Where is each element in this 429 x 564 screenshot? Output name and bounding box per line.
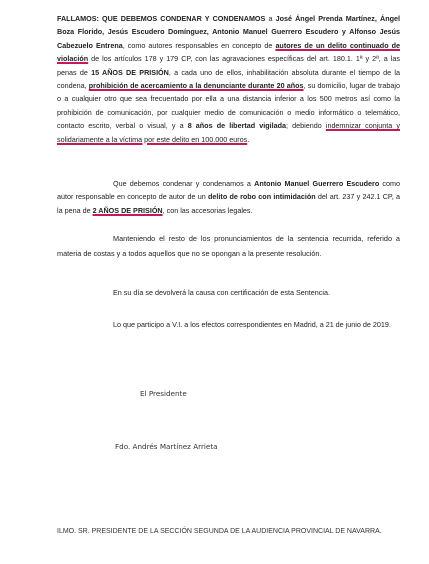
defendant-name: Antonio Manuel Guerrero Escudero xyxy=(254,179,380,188)
robbery-crime: delito de robo con intimidación xyxy=(208,192,316,202)
notification-paragraph: Lo que participo a V.I. a los efectos correspondientes en Madrid, a 21 de junio de 2019. xyxy=(113,320,391,329)
robbery-paragraph: Que debemos condenar y condenamos a Antonio Manuel Guerrero Escudero como autor responsable en concepto de autor de un delito de robo con intimidación del art. 237 y 242.1 CP, a la pena de 2 AÑOS DE PRISIÓN, con las accesorias legales. xyxy=(57,179,401,215)
verdict-paragraph: FALLAMOS: QUE DEBEMOS CONDENAR Y CONDENAMOS a José Ángel Prenda Martínez, Ángel Boza Florido, Jesús Escudero Domínguez, Antonio Manuel Guerrero Escudero y Alfonso Jesús Cabezuelo Entrena, como autores responsables en concepto de autores de un delito continuado de violación de los artículos 178 y 179 CP, con las agravaciones específicas del art. 180.1. 1ª y 2ª, a las penas de 15 AÑOS DE PRISIÓN, a cada uno de ellos, inhabilitación absoluta durante el tiempo de la condena, prohibición de acercamiento a la denunciante durante 20 años, su domicilio, lugar de trabajo o a cualquier otro que sea frecuentado por ella a una distancia inferior a los 500 metros así como la prohibición de comunicación, por cualquier medio de comunicación o medio informático o telemático, contacto escrito, verbal o visual, y a 8 años de libertad vigilada; debiendo indemnizar conjunta y solidariamente a la víctima por este delito en 100.000 euros. xyxy=(57,14,401,144)
robbery-sentence-highlight: 2 AÑOS DE PRISIÓN xyxy=(92,205,163,215)
addressee-footer: ILMO. SR. PRESIDENTE DE LA SECCIÓN SEGUNDA DE LA AUDIENCIA PROVINCIAL DE NAVARRA. xyxy=(57,528,382,535)
signature-name: Fdo. Andrés Martínez Arrieta xyxy=(115,442,218,451)
defendants-names: José Ángel Prenda Martínez, Ángel Boza Florido, Jesús Escudero Domínguez, Antonio Manuel Guerrero Escudero y Alfonso Jesús Cabezuelo Entrena xyxy=(57,14,400,50)
maintain-paragraph: Manteniendo el resto de los pronunciamientos de la sentencia recurrida, referido a materia de costas y a todos aquellos que no se opongan a la presente resolución. xyxy=(57,234,400,258)
verdict-heading: FALLAMOS: QUE DEBEMOS CONDENAR Y CONDENAMOS xyxy=(57,14,266,23)
signature-title: El Presidente xyxy=(140,389,187,398)
probation-term: 8 años de libertad vigilada xyxy=(187,121,287,131)
crime-highlight: autores de un delito continuado de violación xyxy=(57,40,401,64)
compensation-highlight: indemnizar conjunta y solidariamente a la víctima por este delito en 100.000 euros xyxy=(57,121,400,144)
prison-sentence: 15 AÑOS DE PRISIÓN xyxy=(91,67,169,77)
return-paragraph: En su día se devolverá la causa con certificación de esta Sentencia. xyxy=(113,288,330,297)
restraining-order-highlight: prohibición de acercamiento a la denunciante durante 20 años xyxy=(88,81,304,91)
